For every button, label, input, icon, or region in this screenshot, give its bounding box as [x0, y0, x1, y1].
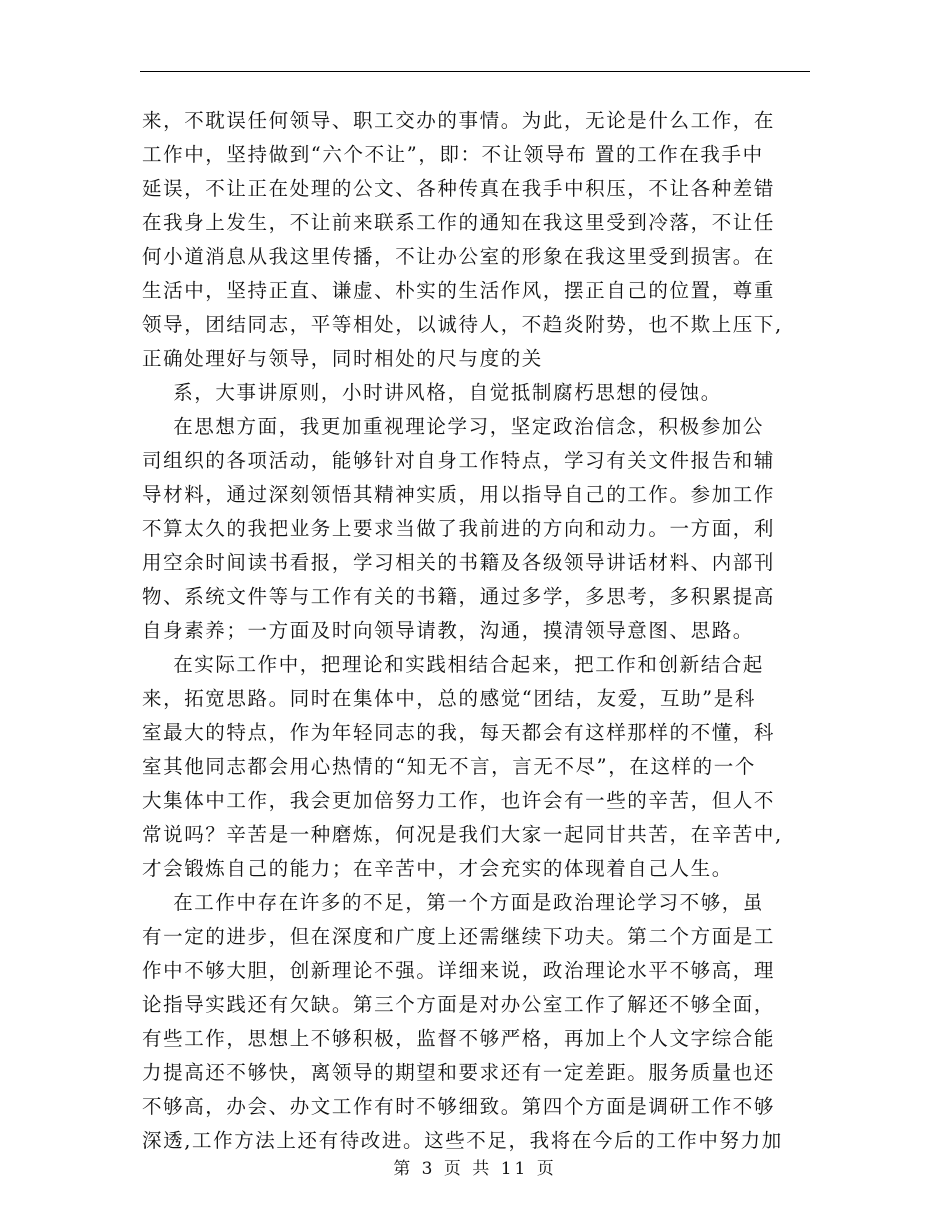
text-line: 用空余时间读书看报，学习相关的书籍及各级领导讲话材料、内部刊: [142, 551, 776, 574]
page-footer: 第 3 页 共 11 页: [393, 1159, 557, 1179]
text-line: 室其他同志都会用心热情的“知无不言，言无不尽”，在这样的一个: [142, 755, 756, 778]
text-line: 系，大事讲原则，小时讲风格，自觉抵制腐朽思想的侵蚀。: [142, 381, 722, 404]
text-line: 在工作中存在许多的不足，第一个方面是政治理论学习不够，虽: [142, 891, 764, 914]
text-line: 不算太久的我把业务上要求当做了我前进的方向和动力。一方面，利: [142, 517, 776, 540]
text-line: 何小道消息从我这里传播，不让办公室的形象在我这里受到损害。在: [142, 245, 776, 268]
text-line: 来，拓宽思路。同时在集体中，总的感觉“团结，友爱，互助”是科: [142, 687, 756, 710]
text-line: 有一定的进步，但在深度和广度上还需继续下功夫。第二个方面是工: [142, 925, 776, 948]
text-line: 大集体中工作，我会更加倍努力工作，也许会有一些的辛苦，但人不: [142, 789, 776, 812]
text-line: 不够高，办会、办文工作有时不够细致。第四个方面是调研工作不够: [142, 1095, 776, 1118]
text-line: 物、系统文件等与工作有关的书籍，通过多学，多思考，多积累提高: [142, 585, 776, 608]
text-line: 深透,工作方法上还有待改进。这些不足，我将在今后的工作中努力加: [142, 1129, 783, 1152]
text-line: 常说吗？辛苦是一种磨炼，何况是我们大家一起同甘共苦，在辛苦中,: [142, 823, 783, 846]
text-line: 来，不耽误任何领导、职工交办的事情。为此，无论是什么工作，在: [142, 109, 776, 132]
text-line: 生活中，坚持正直、谦虚、朴实的生活作风，摆正自己的位置，尊重: [142, 279, 776, 302]
text-line: 领导，团结同志，平等相处，以诚待人，不趋炎附势，也不欺上压下,: [142, 313, 783, 336]
text-line: 室最大的特点，作为年轻同志的我，每天都会有这样那样的不懂，科: [142, 721, 776, 744]
text-line: 作中不够大胆，创新理论不强。详细来说，政治理论水平不够高，理: [142, 959, 776, 982]
text-line: 在实际工作中，把理论和实践相结合起来，把工作和创新结合起: [142, 653, 764, 676]
text-line: 司组织的各项活动，能够针对自身工作特点，学习有关文件报告和辅: [142, 449, 776, 472]
text-line: 有些工作，思想上不够积极，监督不够严格，再加上个人文字综合能: [142, 1027, 776, 1050]
header-rule: [140, 71, 810, 72]
text-line: 自身素养；一方面及时向领导请教，沟通，摸清领导意图、思路。: [142, 619, 754, 642]
text-line: 力提高还不够快，离领导的期望和要求还有一定差距。服务质量也还: [142, 1061, 776, 1084]
text-line: 工作中，坚持做到“六个不让”，即：不让领导布 置的工作在我手中: [142, 143, 764, 166]
text-line: 在思想方面，我更加重视理论学习，坚定政治信念，积极参加公: [142, 415, 764, 438]
text-line: 导材料，通过深刻领悟其精神实质，用以指导自己的工作。参加工作: [142, 483, 776, 506]
text-line: 在我身上发生，不让前来联系工作的通知在我这里受到冷落，不让任: [142, 211, 776, 234]
body-text: [142, 104, 810, 1158]
text-line: 论指导实践还有欠缺。第三个方面是对办公室工作了解还不够全面，: [142, 993, 776, 1016]
text-line: 延误，不让正在处理的公文、各种传真在我手中积压，不让各种差错: [142, 177, 776, 200]
text-line: 正确处理好与领导，同时相处的尺与度的关: [142, 347, 543, 370]
text-line: 才会锻炼自己的能力；在辛苦中，才会充实的体现着自己人生。: [142, 857, 733, 880]
